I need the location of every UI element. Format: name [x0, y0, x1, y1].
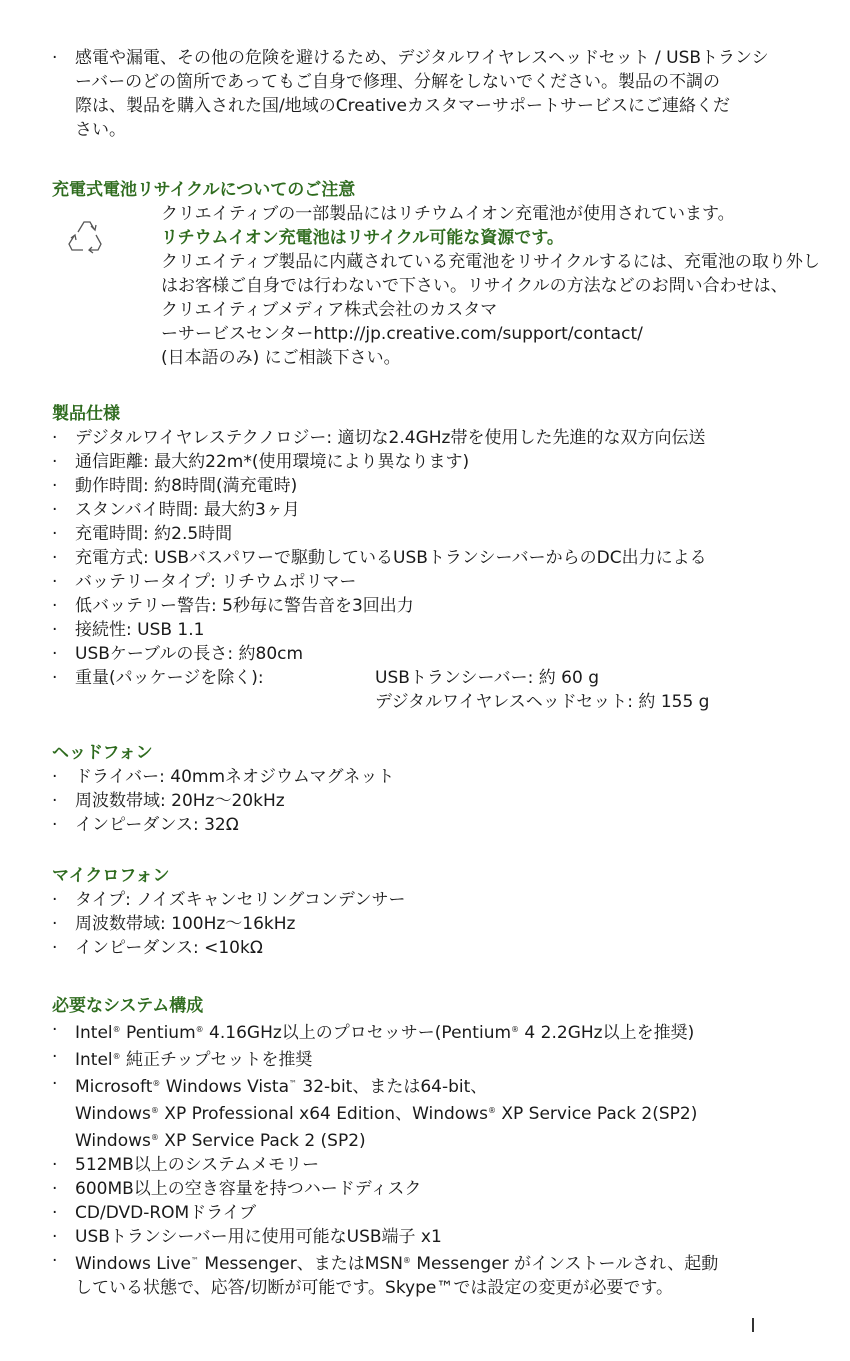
bullet: · — [52, 476, 58, 496]
spec-item: · 動作時間: 約8時間(満充電時) — [52, 476, 298, 496]
bullet: · — [52, 1020, 58, 1040]
bullet: · — [52, 1155, 58, 1175]
recycle-line: クリエイティブメディア株式会社のカスタマ — [161, 300, 498, 320]
section-heading: ヘッドフォン — [52, 743, 153, 763]
requirement-item: · Microsoft® Windows Vista™ 32-bit、または64-bit、 Windows® XP Professional x64 Edition、Windows® XP Service Pack 2(SP2) Windows® XP Service Pack 2 (SP2) — [52, 1074, 698, 1151]
requirement-item: · Intel® Pentium® 4.16GHz以上のプロセッサー(Pentium® 4 2.2GHz以上を推奨) — [52, 1020, 695, 1043]
spec-item: · タイプ: ノイズキャンセリングコンデンサー — [52, 890, 406, 910]
bullet: · — [52, 938, 58, 958]
spec-item: · 充電時間: 約2.5時間 — [52, 524, 233, 544]
bullet: · — [52, 1227, 58, 1247]
section-heading: マイクロフォン — [52, 866, 170, 886]
warning-line: 感電や漏電、その他の危険を避けるため、デジタルワイヤレスヘッドセット / USBトランシ — [75, 48, 769, 68]
recycle-icon — [64, 218, 106, 256]
spec-item: · 充電方式: USBバスパワーで駆動しているUSBトランシーバーからのDC出力による — [52, 548, 707, 568]
specs-section — [0, 402, 850, 714]
bullet: · — [52, 428, 58, 448]
bullet: · — [52, 914, 58, 934]
spec-item-weight — [0, 666, 850, 690]
requirement-item: · USBトランシーバー用に使用可能なUSB端子 x1 — [52, 1227, 442, 1247]
spec-item: · 周波数帯域: 100Hz〜16kHz — [52, 914, 296, 934]
warning-line: さい。 — [75, 120, 126, 140]
recycle-line: はお客様ご自身では行わないで下さい。リサイクルの方法などのお問い合わせは、 — [161, 276, 788, 296]
section-heading: 製品仕様 — [52, 404, 120, 424]
bullet: · — [52, 890, 58, 910]
recycle-section — [0, 178, 850, 370]
section-heading: 充電式電池リサイクルについてのご注意 — [52, 180, 356, 200]
bullet: · — [52, 815, 58, 835]
bullet: · — [52, 524, 58, 544]
requirement-item: · Intel® 純正チップセットを推奨 — [52, 1047, 313, 1070]
spec-item: · 低バッテリー警告: 5秒毎に警告音を3回出力 — [52, 596, 414, 616]
spec-item: · バッテリータイプ: リチウムポリマー — [52, 572, 357, 592]
spec-item: · インピーダンス: 32Ω — [52, 815, 239, 835]
microphone-section — [0, 864, 850, 960]
bullet: · — [52, 1203, 58, 1223]
bullet: · — [52, 1251, 58, 1271]
warning-item — [0, 46, 850, 142]
recycle-line: クリエイティブ製品に内蔵されている充電池をリサイクルするには、充電池の取り外し — [161, 252, 820, 272]
weight-headset: デジタルワイヤレスヘッドセット: 約 155 g — [375, 692, 710, 712]
bullet: · — [52, 791, 58, 811]
bullet: · — [52, 668, 58, 688]
spec-item: · インピーダンス: <10kΩ — [52, 938, 263, 958]
recycle-line: (日本語のみ) にご相談下さい。 — [161, 348, 401, 368]
recycle-line: クリエイティブの一部製品にはリチウムイオン充電池が使用されています。 — [161, 204, 735, 224]
spec-item: · 周波数帯域: 20Hz〜20kHz — [52, 791, 285, 811]
warning-section — [0, 46, 850, 142]
bullet: · — [52, 644, 58, 664]
bullet: · — [52, 1179, 58, 1199]
requirement-item: · 600MB以上の空き容量を持つハードディスク — [52, 1179, 422, 1199]
recycle-url-line: ーサービスセンターhttp://jp.creative.com/support/contact/ — [161, 324, 643, 344]
bullet: · — [52, 1047, 58, 1067]
bullet: · — [52, 452, 58, 472]
spec-item: · ドライバー: 40mmネオジウムマグネット — [52, 767, 395, 787]
requirement-item: · Windows Live™ Messenger、またはMSN® Messenger がインストールされ、起動 している状態で、応答/切断が可能です。Skype™では設定の変更が必要です。 — [52, 1251, 719, 1298]
bullet: · — [52, 548, 58, 568]
requirement-item: · CD/DVD-ROMドライブ — [52, 1203, 257, 1223]
spec-item: · 通信距離: 最大約22m*(使用環境により異なります) — [52, 452, 470, 472]
headphone-section — [0, 741, 850, 837]
bullet: · — [52, 1074, 58, 1094]
bullet: · — [52, 48, 58, 68]
bullet: · — [52, 620, 58, 640]
system-section — [0, 994, 850, 1300]
spec-item: · USBケーブルの長さ: 約80cm — [52, 644, 304, 664]
requirement-item: · 512MB以上のシステムメモリー — [52, 1155, 320, 1175]
warning-line: 際は、製品を購入された国/地域のCreativeカスタマーサポートサービスにご連絡くだ — [75, 96, 730, 116]
bullet: · — [52, 572, 58, 592]
recycle-body — [161, 202, 850, 370]
bullet: · — [52, 767, 58, 787]
weight-label: 重量(パッケージを除く): — [75, 668, 264, 688]
spec-item: · 接続性: USB 1.1 — [52, 620, 205, 640]
spec-item: · デジタルワイヤレステクノロジー: 適切な2.4GHz帯を使用した先進的な双方向伝送 — [52, 428, 706, 448]
section-heading: 必要なシステム構成 — [52, 996, 204, 1016]
page-marker — [752, 1318, 754, 1332]
weight-transceiver: USBトランシーバー: 約 60 g — [375, 668, 599, 688]
warning-line: ーバーのどの箇所であってもご自身で修理、分解をしないでください。製品の不調の — [75, 72, 720, 92]
spec-item: · スタンバイ時間: 最大約3ヶ月 — [52, 500, 300, 520]
bullet: · — [52, 500, 58, 520]
bullet: · — [52, 596, 58, 616]
recycle-highlight: リチウムイオン充電池はリサイクル可能な資源です。 — [161, 228, 564, 248]
